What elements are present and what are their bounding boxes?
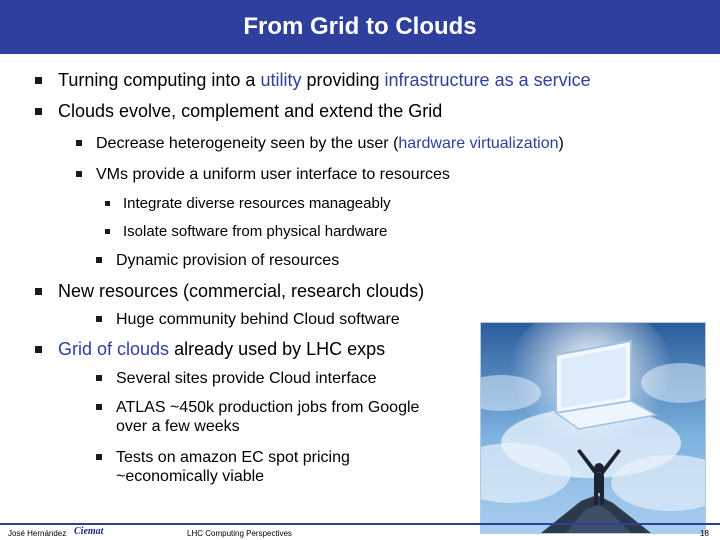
bullet-marker [35,288,42,295]
bullet-marker [35,108,42,115]
bullet-text: Decrease heterogeneity seen by the user ( [96,135,399,152]
bullet-amazon [116,448,350,486]
bullet-text: Turning computing into a [58,70,261,90]
bullet-sites [116,369,377,388]
footer-title: LHC Computing Perspectives [187,529,292,538]
bullet-vms [96,165,450,184]
bullet-text: already used by LHC exps [169,339,386,359]
bullet-dynamic [116,251,339,270]
footer-rule [0,523,720,525]
highlight-hw-virt: hardware virtualization [398,135,559,152]
bullet-text: Huge community behind Cloud software [116,311,400,328]
slide-title: From Grid to Clouds [243,13,477,40]
bullet-marker [96,454,102,460]
title-bar [0,0,720,54]
bullet-heterogeneity [96,134,564,153]
cloud-laptop-illustration [480,322,706,534]
bullet-text: Isolate software from physical hardware [123,223,388,240]
highlight-grid-of-clouds: Grid of clouds [58,339,170,359]
bullet-clouds-evolve [58,101,442,123]
bullet-text: New resources (commercial, research clouds) [58,281,425,301]
bullet-atlas [116,398,419,436]
bullet-new-resources [58,281,424,303]
bullet-text: Several sites provide Cloud interface [116,370,377,387]
bullet-marker [105,229,110,234]
bullet-grid-of-clouds [58,339,385,361]
bullet-marker [76,140,82,146]
bullet-text: Clouds evolve, complement and extend the Grid [58,101,443,121]
highlight-utility: utility [260,70,302,90]
highlight-iaas: infrastructure as a service [384,70,591,90]
bullet-marker [105,201,110,206]
bullet-marker [96,257,102,263]
bullet-text: VMs provide a uniform user interface to resources [96,166,450,183]
bullet-marker [76,171,82,177]
bullet-marker [35,346,42,353]
bullet-marker [96,404,102,410]
bullet-text: providing [301,70,385,90]
ciemat-logo: Ciemat [74,526,104,537]
bullet-community [116,310,400,329]
bullet-text: Dynamic provision of resources [116,252,340,269]
bullet-text: Integrate diverse resources manageably [123,195,391,212]
page-number: 18 [700,529,709,538]
bullet-text: Tests on amazon EC spot pricing [116,449,350,466]
bullet-text: ~economically viable [116,468,265,486]
bullet-isolate [123,223,387,241]
bullet-utility [58,70,591,92]
bullet-text: ) [558,135,564,152]
bullet-text: ATLAS ~450k production jobs from Google [116,399,420,416]
footer-author: José Hernández [8,529,67,538]
bullet-text: over a few weeks [116,418,240,436]
bullet-marker [96,375,102,381]
bullet-integrate [123,195,391,213]
bullet-marker [96,316,102,322]
bullet-marker [35,77,42,84]
